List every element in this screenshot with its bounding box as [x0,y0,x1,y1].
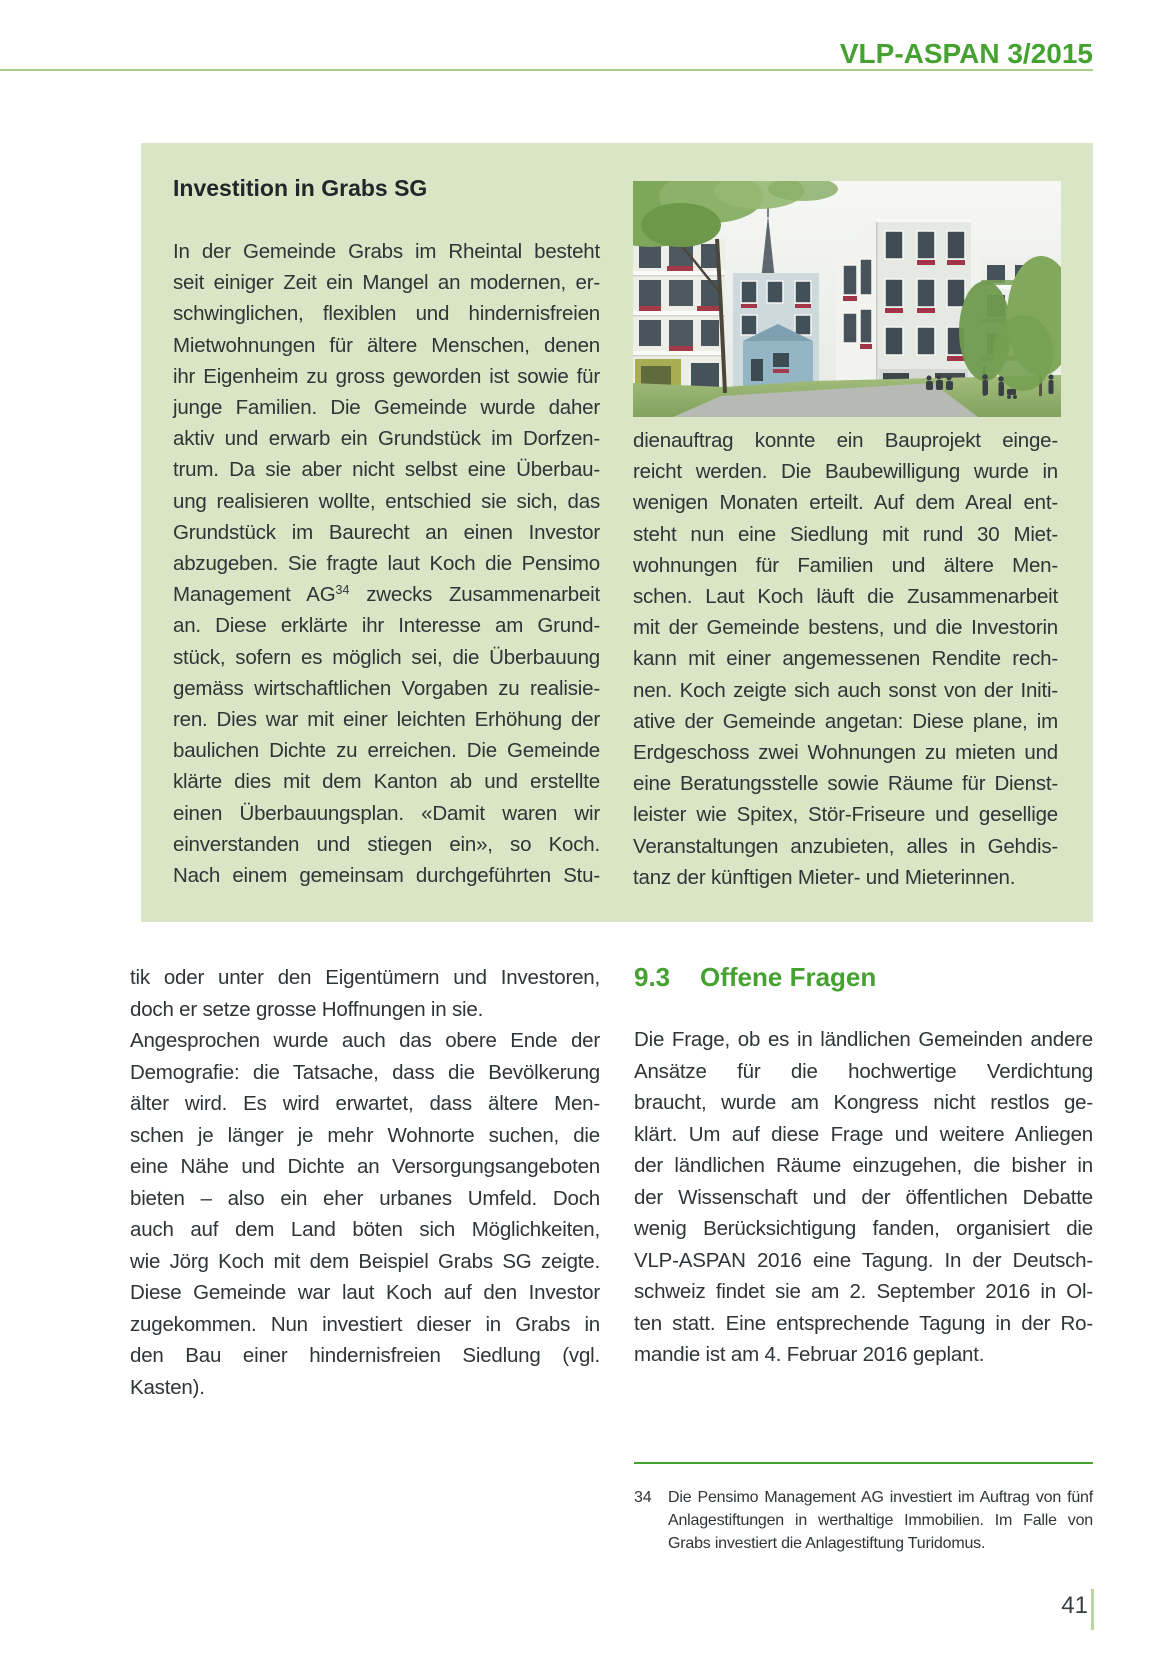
text-line: dienauftrag konnte ein Bauprojekt einge- [633,429,1058,452]
main-left-column [130,962,600,1403]
text-line: Erdgeschoss zwei Wohnungen zu mieten und [633,741,1058,765]
text-line: Grabs investiert die Anlagestiftung Turidomus. [668,1535,986,1553]
text-line: ten statt. Eine entsprechende Tagung in der Ro- [634,1311,1093,1335]
text-line: tanz der künftigen Mieter- und Mieterinnen. [633,865,1016,889]
apartment-building-main [836,219,971,396]
text-line: reicht werden. Die Baubewilligung wurde in [633,460,1058,484]
text-line: Management AG$^{34}$ zwecks Zusammenarbeit [173,583,600,607]
text-line: Angesprochen wurde auch das obere Ende der [130,1029,600,1052]
text-line: Die Frage, ob es in ländlichen Gemeinden andere [634,1028,1093,1051]
text-line: klärte dies mit dem Kanton ab und erstellte [173,770,600,794]
text-line: mandie ist am 4. Februar 2016 geplant. [634,1343,985,1366]
text-line: nen. Koch zeigte sich auch sonst von der Initi- [633,678,1058,702]
info-box-title: Investition in Grabs SG [173,175,428,201]
text-line: stück, sofern es möglich sei, die Überbauung [173,645,600,669]
text-line: Mietwohnungen für ältere Menschen, denen [173,333,600,357]
page-number-bar [1091,1589,1094,1630]
text-line: doch er setze grosse Hoffnungen in sie. [130,997,484,1021]
footnote [634,1486,1093,1556]
text-line: tik oder unter den Eigentümern und Investoren, [130,966,600,989]
text-line: einverstanden und stiegen ein», so Koch. [173,832,600,856]
text-line: ung realisieren wollte, entschied sie sich, das [173,489,600,513]
text-line: trum. Da sie aber nicht selbst eine Überbau- [173,458,600,482]
text-line: ative der Gemeinde angetan: Diese plane, im [633,709,1058,733]
header-rule [0,69,1093,71]
text-line: leister wie Spitex, Stör-Friseure und gesellige [633,803,1058,827]
footnote-text [668,1486,1093,1556]
text-line: Veranstaltungen anzubieten, alles in Gehdis- [633,834,1058,858]
text-line: den Bau einer hindernisfreien Siedlung (vgl. [130,1344,600,1367]
page-number: 41 [1061,1592,1088,1619]
text-line: VLP-ASPAN 2016 eine Tagung. In der Deutsch- [634,1248,1093,1272]
footnote-rule [634,1462,1093,1464]
text-line: an. Diese erklärte ihr Interesse am Grund- [173,614,600,638]
main-right-column [634,1024,1093,1371]
text-line: schen. Laut Koch läuft die Zusammenarbeit [633,585,1058,609]
text-line: Anlagestiftungen in werthaltige Immobilien. Im Falle von [668,1512,1093,1530]
text-line: gemäss wirtschaftlichen Vorgaben zu realisie- [173,676,600,700]
text-line: ihr Eigenheim zu gross geworden ist sowie für [173,364,600,388]
text-line: der Wissenschaft und der öffentlichen Debatte [634,1185,1093,1209]
section-number: 9.3 [634,962,671,992]
text-line: schen je länger je mehr Wohnorte suchen, die [130,1123,600,1147]
text-line: auch auf dem Land böten sich Möglichkeiten, [130,1218,600,1241]
text-line: abzugeben. Sie fragte laut Koch die Pensimo [173,552,600,576]
text-line: Diese Gemeinde war laut Koch auf den Investor [130,1281,600,1304]
text-line: braucht, wurde am Kongress nicht restlos ge- [634,1091,1093,1114]
footnote-reference: 34 [335,583,350,598]
section-title: Offene Fragen [700,962,877,992]
text-line: Ansätze für die hochwertige Verdichtung [634,1059,1093,1083]
text-line: Grundstück im Baurecht an einen Investor [173,520,600,544]
info-box-right-column [633,425,1058,893]
text-line: schweiz findet sie am 2. September 2016 in Ol- [634,1280,1093,1303]
text-line: Kasten). [130,1375,205,1399]
settlement-rendering-image [633,181,1061,417]
text-line: ren. Dies war mit einer leichten Erhöhung der [173,708,600,732]
text-line: wenig Berücksichtigung fanden, organisiert die [634,1217,1093,1240]
apartment-building-left [633,239,725,396]
text-line: wie Jörg Koch mit dem Beispiel Grabs SG zeigte. [130,1249,600,1273]
section-heading [634,963,876,992]
info-box [141,143,1093,922]
text-line: der ländlichen Räume einzugehen, die bisher in [634,1154,1093,1177]
text-line: eine Nähe und Dichte an Versorgungsangeboten [130,1155,600,1178]
text-line: wenigen Monaten erteilt. Auf dem Areal ent- [633,491,1058,515]
text-line: zugekommen. Nun investiert dieser in Grabs in [130,1312,600,1336]
text-line: seit einiger Zeit ein Mangel an modernen, er- [173,271,600,295]
text-line: In der Gemeinde Grabs im Rheintal besteht [173,240,600,263]
page-header-issue: VLP-ASPAN 3/2015 [839,38,1093,69]
text-line: kann mit einer angemessenen Rendite rech- [633,647,1058,671]
text-line: bieten – also ein eher urbanes Umfeld. Doch [130,1186,600,1210]
text-line: Nach einem gemeinsam durchgeführten Stu- [173,864,600,888]
info-box-left-column [173,236,600,891]
text-line: klärt. Um auf diese Frage und weitere Anliegen [634,1122,1093,1146]
text-line: eine Beratungsstelle sowie Räume für Dienst- [633,772,1058,796]
text-line: älter wird. Es wird erwartet, dass ältere Men- [130,1092,600,1115]
text-line: Die Pensimo Management AG investiert im Auftrag von fünf [668,1489,1093,1506]
text-line: wohnungen für Familien und ältere Men- [633,553,1058,577]
text-line: mit der Gemeinde bestens, und die Investorin [633,616,1058,640]
text-line: aktiv und erwarb ein Grundstück im Dorfzen- [173,427,600,451]
text-line: junge Familien. Die Gemeinde wurde daher [173,396,600,420]
text-line: einen Überbauungsplan. «Damit waren wir [173,801,600,825]
text-line: steht nun eine Siedlung mit rund 30 Miet- [633,522,1058,546]
text-line: schwinglichen, flexiblen und hindernisfreien [173,302,600,326]
text-line: Demografie: die Tatsache, dass die Bevölkerung [130,1060,600,1084]
footnote-number: 34 [634,1489,652,1506]
text-line: baulichen Dichte zu erreichen. Die Gemeinde [173,739,600,763]
